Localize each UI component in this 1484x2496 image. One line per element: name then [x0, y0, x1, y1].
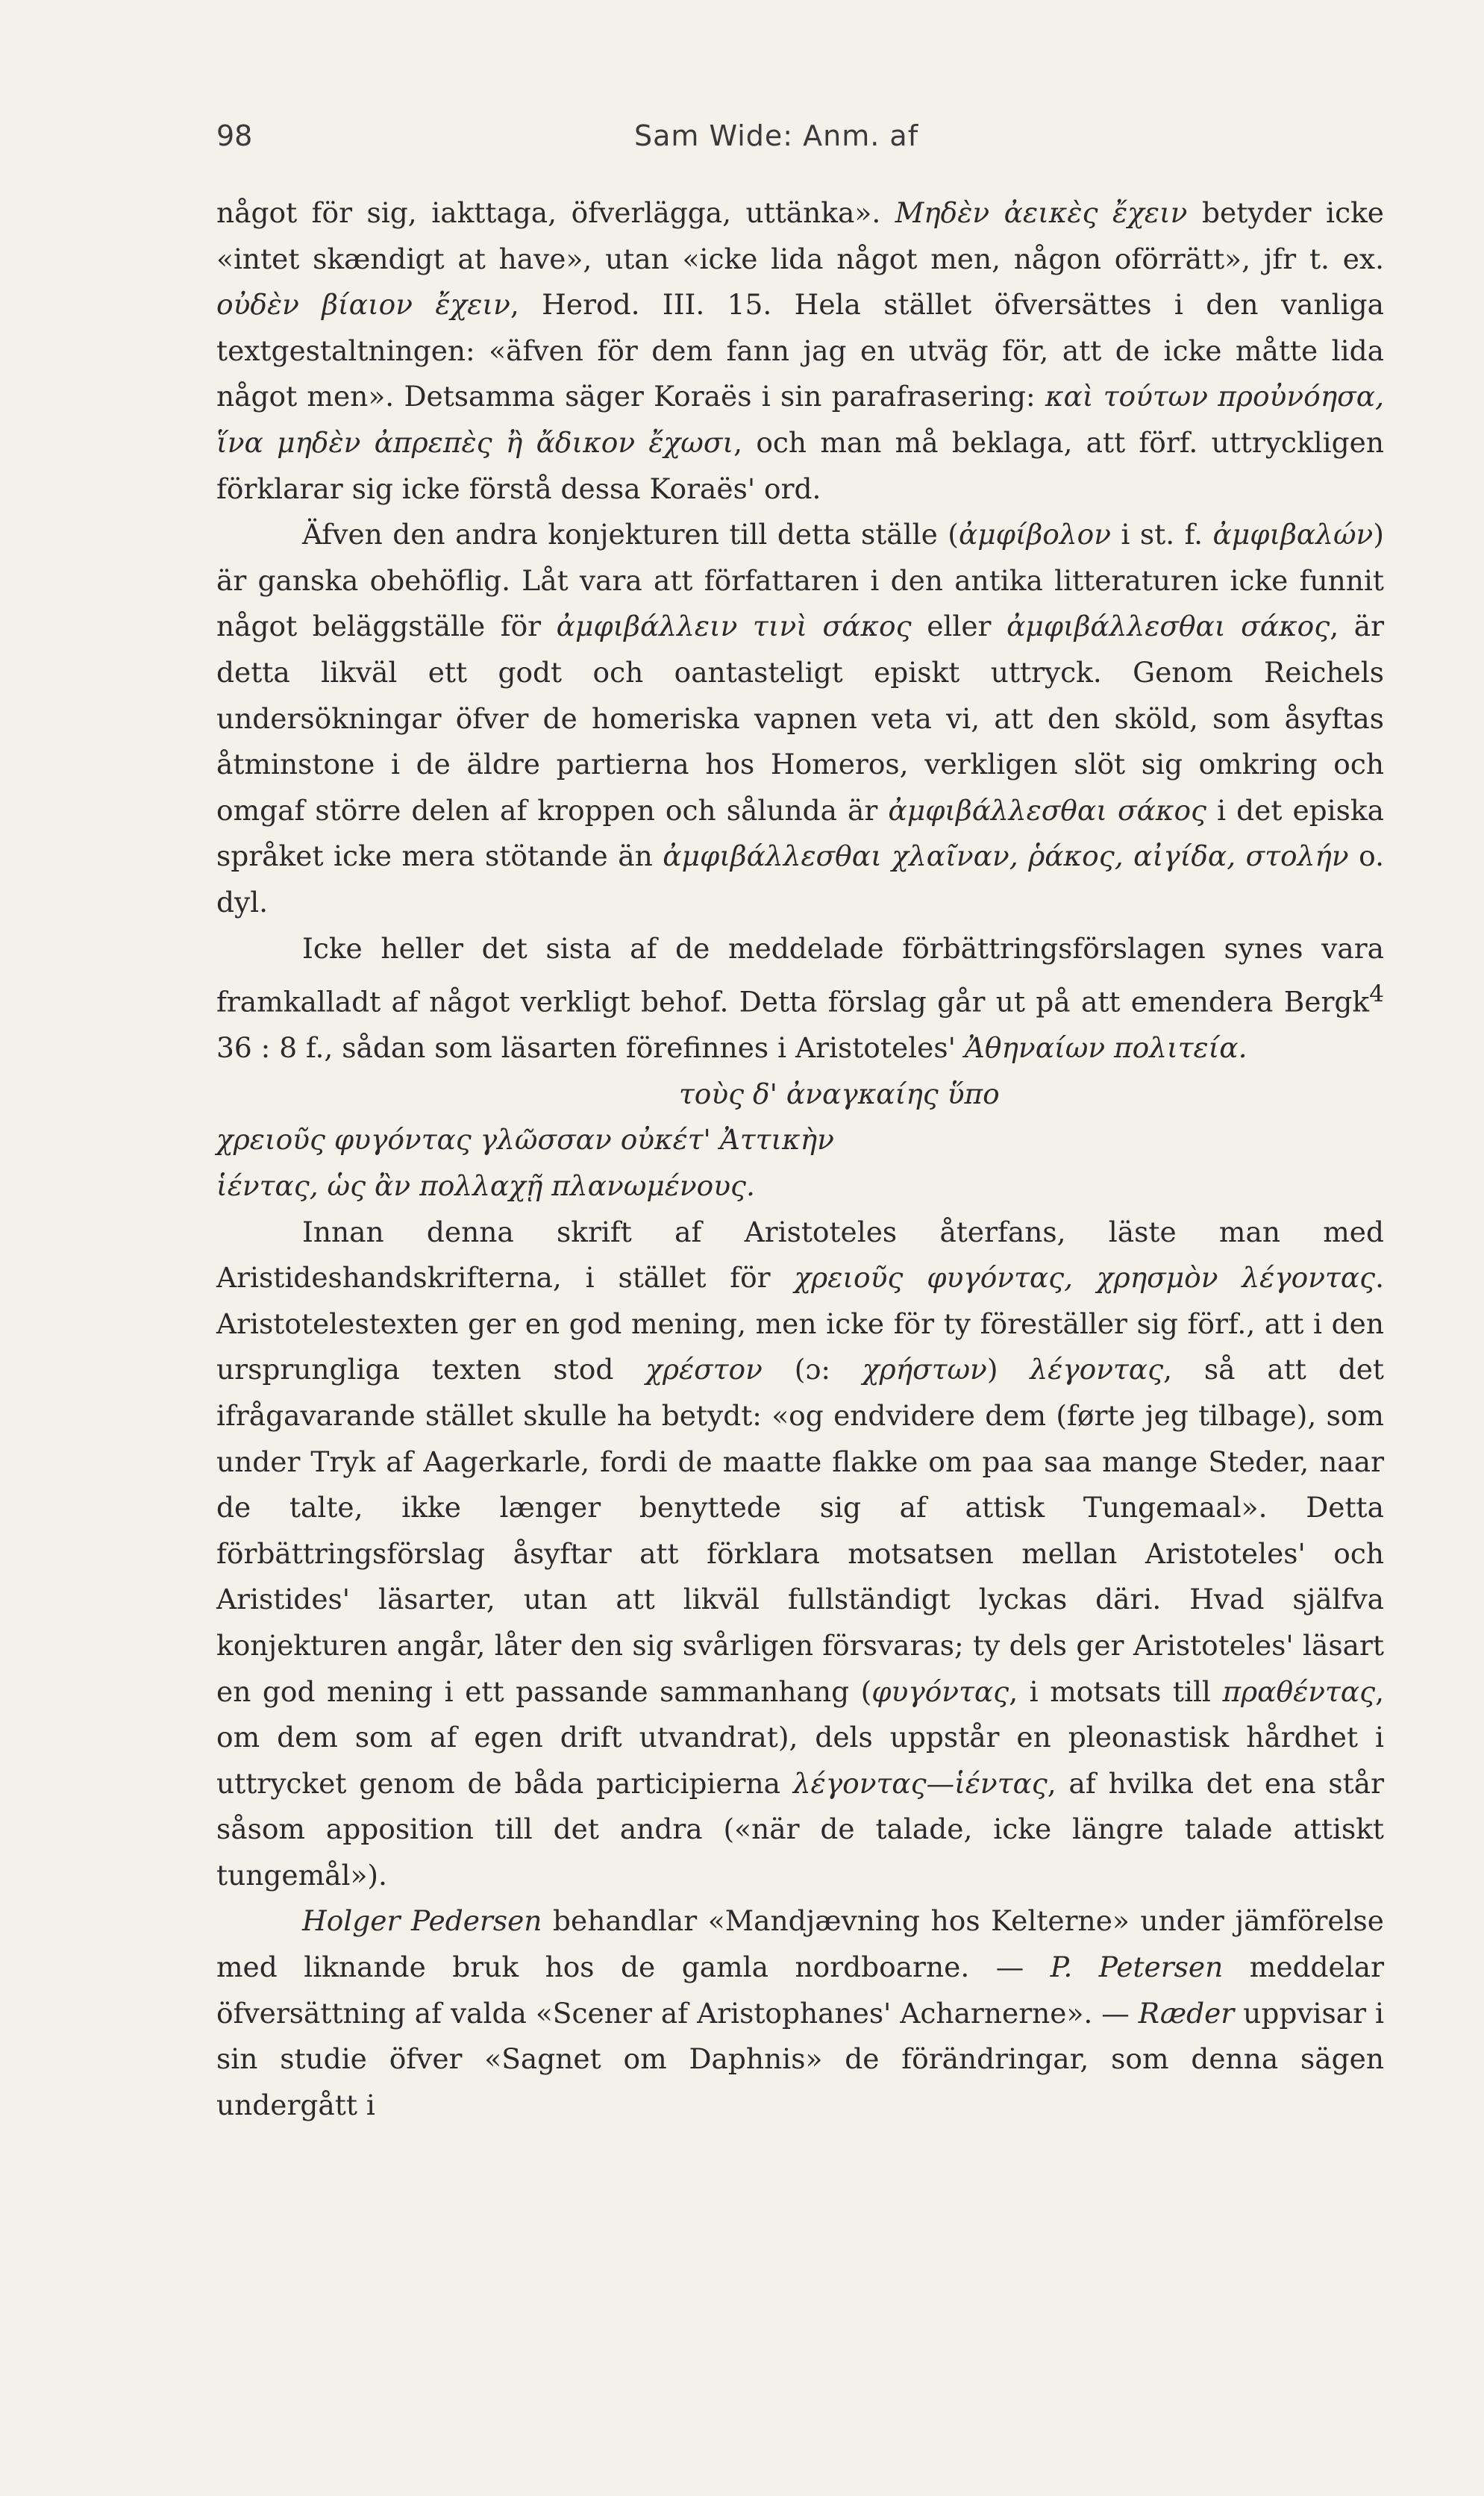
paragraph — [216, 190, 1384, 512]
document-page — [216, 112, 1384, 2440]
paragraph — [216, 1210, 1384, 1899]
greek-text: χρειοῦς φυγόντας, χρησμὸν λέγοντας — [794, 1261, 1376, 1295]
greek-text: πραθέντας — [1222, 1674, 1376, 1708]
greek-text: λέγοντας — [1030, 1353, 1164, 1386]
greek-text: ἀμφιβάλλεσθαι σάκος — [1006, 610, 1330, 643]
text-run: . Aristotelestexten ger en god mening, men icke för ty föreställer sig förf., att i den ursprungliga texten stod — [216, 1261, 1384, 1386]
greek-text: ἀμφιβαλών — [1212, 518, 1374, 551]
body-text — [216, 190, 1384, 2128]
greek-text: ἱέντας, ὡς ἂν πολλαχῇ πλανωμένους. — [216, 1169, 755, 1202]
text-run: behandlar «Mandjævning hos Kelterne» under jämförelse med liknande bruk hos de gamla nordboarne. — — [216, 1904, 1384, 1984]
greek-text: οὐδὲν βίαιον ἔχειν — [216, 288, 510, 322]
text-run: Icke heller det sista af de meddelade förbättringsförslagen synes vara framkalladt af något verkligt behof. Detta förslag går ut på att emendera Bergk — [216, 931, 1384, 1019]
text-run: i det episka språket icke mera stötande än — [216, 793, 1384, 873]
text-run: något för sig, iakttaga, öfverlägga, uttänka». — [216, 196, 895, 229]
greek-text: καὶ τούτων προὐνόησα, ἵνα μηδὲν ἀπρεπὲς ἢ ἄδικον ἔχωσι — [216, 380, 1385, 459]
quote-line — [216, 1072, 1384, 1118]
text-run: , af hvilka det ena står såsom apposition till det andra («när de talade, icke längre talade attiskt tungemål»). — [216, 1766, 1384, 1892]
paragraph — [216, 926, 1384, 1072]
text-run: o. dyl. — [216, 839, 1384, 919]
running-title: Sam Wide: Anm. af — [634, 119, 919, 152]
greek-text: ἀμφιβάλλεσθαι σάκος — [888, 793, 1207, 827]
greek-text: λέγοντας—ἱέντας — [792, 1766, 1048, 1800]
text-run: Innan denna skrift af Aristoteles återfans, läste man med Aristideshandskrifterna, i stället för — [216, 1215, 1384, 1295]
greek-text: χρειοῦς φυγόντας γλῶσσαν οὐκέτ' Ἀττικὴν — [216, 1123, 834, 1157]
greek-text: φυγόντας — [871, 1674, 1009, 1708]
text-run: , och man må beklaga, att förf. uttryckligen förklarar sig icke förstå dessa Koraës' ord. — [216, 425, 1384, 505]
greek-text: χρέστον — [645, 1353, 763, 1386]
author-name: Ræder — [1138, 1996, 1235, 2030]
text-run: , i motsats till — [1009, 1674, 1223, 1708]
page-number: 98 — [216, 119, 253, 152]
author-name: P. Petersen — [1050, 1951, 1224, 1984]
paragraph — [216, 512, 1384, 925]
greek-text: τοὺς δ' ἀναγκαίης ὕπο — [679, 1077, 1000, 1110]
text-run: i st. f. — [1111, 518, 1213, 551]
text-run: , är detta likväl ett godt och oantasteligt episkt uttryck. Genom Reichels undersökningar öfver de homeriska vapnen veta vi, att den sköld, som åsyftas åtminstone i de äldre partierna hos Homeros, verkligen slöt sig omkring och omgaf större delen af kroppen och sålunda är — [216, 610, 1385, 827]
text-run: ) är ganska obehöflig. Låt vara att författaren i den antika litteraturen icke funnit något beläggställe för — [216, 518, 1384, 643]
greek-text: Ἀθηναίων πολιτεία. — [964, 1031, 1247, 1065]
text-run: betyder icke «intet skændigt at have», utan «icke lida något men, någon oförrätt», jfr t. ex. — [216, 196, 1384, 275]
text-run: , så att det ifrågavarande stället skulle ha betydt: «og endvidere dem (førte jeg tilbage), som under Tryk af Aagerkarle, fordi de maatte flakke om paa saa mange Steder, naar de talte, ikke længer benyttede sig af attisk Tungemaal». Detta förbättringsförslag åsyftar att förklara motsatsen mellan Aristoteles' och Aristides' läsarter, utan att likväl fullständigt lyckas däri. Hvad själfva konjekturen angår, låter den sig svårligen försvaras; ty dels ger Aristoteles' läsart en god mening i ett passande sammanhang ( — [216, 1353, 1384, 1708]
paragraph — [216, 1898, 1384, 2128]
page-header — [216, 112, 1384, 172]
text-run: uppvisar i sin studie öfver «Sagnet om Daphnis» de förändringar, som denna sägen undergått i — [216, 1996, 1384, 2121]
text-run: (ɔ: — [762, 1353, 862, 1386]
quote-line — [216, 1117, 1384, 1163]
text-run: Äfven den andra konjekturen till detta ställe ( — [302, 518, 959, 551]
text-run: meddelar öfversättning af valda «Scener af Aristophanes' Acharnerne». — — [216, 1951, 1384, 2030]
greek-text: χρήστων — [862, 1353, 987, 1386]
superscript: 4 — [1369, 980, 1384, 1008]
quote-line — [216, 1163, 1384, 1210]
text-run: 36 : 8 f., sådan som läsarten förefinnes i Aristoteles' — [216, 1031, 965, 1065]
greek-text: Μηδὲν ἀεικὲς ἔχειν — [895, 196, 1188, 229]
text-run: , Herod. III. 15. Hela stället öfversättes i den vanliga textgestaltningen: «äfven för dem fann jag en utväg för, att de icke måtte lida något men». Detsamma säger Koraës i sin parafrasering: — [216, 288, 1385, 413]
text-run: ) — [986, 1353, 1030, 1386]
text-run: eller — [911, 610, 1007, 643]
greek-text: ἀμφιβάλλειν τινὶ σάκος — [556, 610, 912, 643]
author-name: Holger Pedersen — [302, 1904, 542, 1938]
greek-text: ἀμφίβολον — [958, 518, 1111, 551]
text-run: , om dem som af egen drift utvandrat), dels uppstår en pleonastisk hårdhet i uttrycket genom de båda participierna — [216, 1674, 1384, 1800]
greek-text: ἀμφιβάλλεσθαι χλαῖναν, ῥάκος, αἰγίδα, στολήν — [663, 839, 1349, 873]
